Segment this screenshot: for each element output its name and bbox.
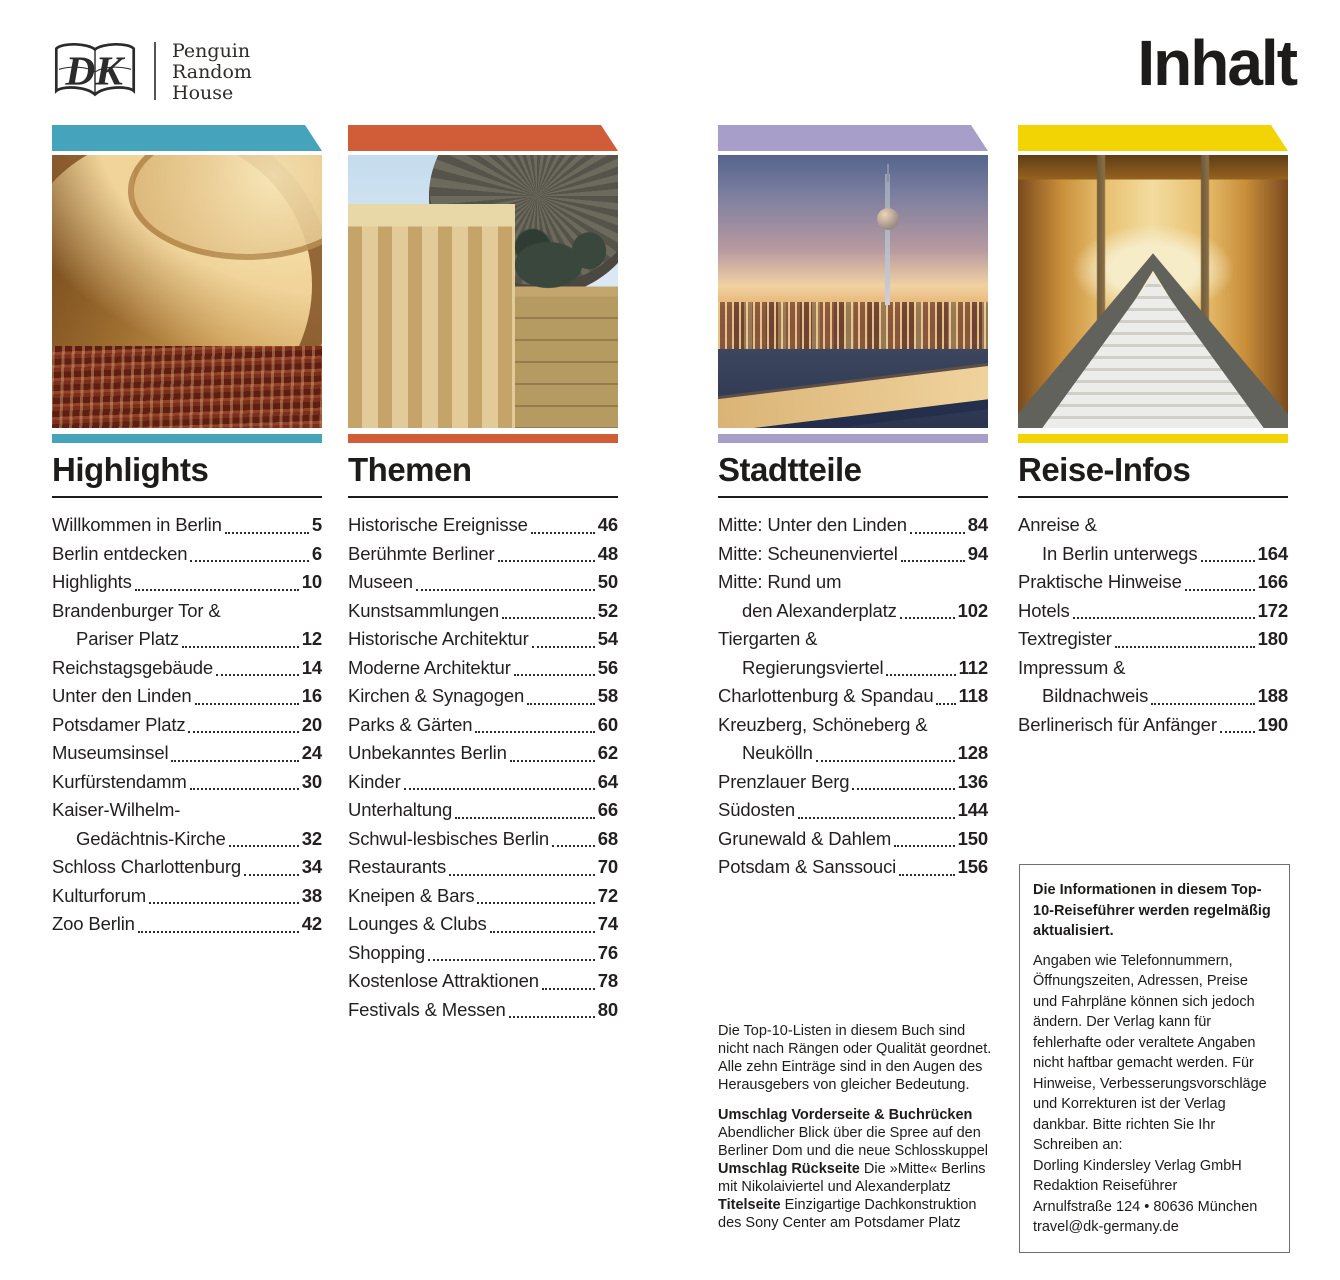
photo-decoration: [510, 226, 618, 428]
cover-credit-label: Umschlag Rückseite: [718, 1161, 860, 1177]
toc-entry-label: Willkommen in Berlin: [52, 514, 222, 535]
toc-entry-label: Berlinerisch für Anfänger: [1018, 713, 1217, 735]
toc-entry-label: Tiergarten &: [718, 628, 818, 649]
toc-entry: [52, 768, 322, 797]
dot-leader: [1115, 646, 1255, 648]
toc-list: [1018, 511, 1288, 739]
dot-leader: [1073, 617, 1255, 619]
dot-leader: [509, 1016, 595, 1018]
toc-entry: [348, 568, 618, 597]
page-number: 118: [958, 685, 988, 706]
page-number: 66: [597, 799, 618, 820]
toc-entry: [718, 825, 988, 854]
dot-leader: [510, 760, 595, 762]
page-number: 68: [597, 827, 618, 849]
toc-entry-label: Unter den Linden: [52, 685, 192, 706]
dot-leader: [428, 959, 595, 961]
page-number: 136: [957, 770, 988, 792]
page-number: 180: [1257, 628, 1288, 649]
toc-entry-label: Mitte: Scheunenviertel: [718, 542, 898, 564]
page-number: 34: [301, 856, 322, 877]
page-number: 5: [311, 514, 322, 535]
title-rule: [1018, 496, 1288, 498]
info-box: [1019, 864, 1290, 1253]
page-number: 52: [597, 599, 618, 621]
dot-leader: [188, 731, 298, 733]
cover-credit-label: Titelseite: [718, 1197, 781, 1213]
toc-entry: [348, 540, 618, 569]
toc-entry-label: Textregister: [1018, 628, 1112, 649]
dot-leader: [449, 874, 595, 876]
page-number: 76: [597, 941, 618, 963]
page-number: 6: [311, 542, 322, 564]
column-title: Stadtteile: [718, 451, 862, 488]
toc-entry: [718, 540, 988, 569]
column-tab: [1018, 125, 1288, 151]
toc-entry: [52, 739, 322, 768]
page-number: 102: [957, 599, 988, 621]
page-number: 64: [597, 770, 618, 792]
toc-entry: [348, 625, 618, 654]
page-number: 48: [597, 542, 618, 564]
dot-leader: [900, 617, 955, 619]
toc-list: [348, 511, 618, 1024]
toc-entry-label: Brandenburger Tor &: [52, 599, 221, 621]
toc-entry-label: Zoo Berlin: [52, 913, 135, 934]
toc-entry: [348, 796, 618, 825]
toc-entry: [52, 711, 322, 740]
page-number: 46: [597, 514, 618, 535]
page-number: 50: [597, 571, 618, 592]
toc-entry: [52, 910, 322, 939]
page-number: 20: [301, 713, 322, 735]
toc-entry: [348, 739, 618, 768]
page-number: 112: [958, 656, 988, 678]
toc-entry-label: Reichstagsgebäude: [52, 656, 213, 678]
dot-leader: [936, 703, 955, 705]
toc-entry: [1018, 654, 1288, 711]
page-number: 32: [301, 827, 322, 849]
dot-leader: [899, 874, 954, 876]
dot-leader: [490, 931, 595, 933]
column-title: Highlights: [52, 451, 209, 488]
toc-entry-label: Historische Architektur: [348, 628, 529, 649]
column-tab: [52, 125, 322, 151]
dot-leader: [229, 845, 299, 847]
toc-entry-label: Museen: [348, 571, 413, 592]
toc-entry: [52, 654, 322, 683]
toc-entry-label: Charlottenburg & Spandau: [718, 685, 934, 706]
toc-entry: [718, 568, 988, 625]
dot-leader: [498, 560, 595, 562]
dot-leader: [1220, 731, 1255, 733]
info-box-body: Angaben wie Telefonnummern, Öffnungszeiten, Adressen, Preise und Fahrpläne können sich jedoch ändern. Der Verlag kann für fehlerhafte oder veraltete Angaben nicht haftbar gemacht werden. Für Hinweise, Verbesserungsvorschläge und Korrekturen ist der Verlag dankbar. Bitte richten Sie Ihr Schreiben an:: [1033, 952, 1267, 1153]
toc-entry: [348, 711, 618, 740]
page-number: 144: [957, 799, 988, 820]
toc-entry-label: In Berlin unterwegs: [1042, 542, 1198, 564]
toc-entry-label: Potsdam & Sanssouci: [718, 856, 897, 877]
toc-column-highlights: [52, 125, 322, 939]
toc-entry-label: Kneipen & Bars: [348, 884, 475, 906]
logo-divider: [154, 42, 156, 100]
toc-entry: [52, 540, 322, 569]
page-number: 42: [301, 913, 322, 934]
toc-entry-label: Gedächtnis-Kirche: [76, 827, 226, 849]
dot-leader: [542, 988, 595, 990]
toc-entry: [52, 796, 322, 853]
toc-entry-label: Schwul-lesbisches Berlin: [348, 827, 550, 849]
page-number: 190: [1257, 713, 1288, 735]
toc-entry: [1018, 568, 1288, 597]
toc-entry: [348, 910, 618, 939]
dot-leader: [531, 532, 595, 534]
toc-entry: [348, 768, 618, 797]
page-number: 128: [957, 742, 988, 763]
page-number: 166: [1257, 571, 1288, 592]
page-number: 94: [967, 542, 988, 564]
toc-entry-label: Restaurants: [348, 856, 447, 877]
dot-leader: [138, 931, 299, 933]
toc-entry: [348, 682, 618, 711]
page-number: 62: [597, 742, 618, 763]
toc-entry: [348, 853, 618, 882]
dot-leader: [225, 532, 309, 534]
toc-entry-label: Shopping: [348, 941, 425, 963]
page-number: 74: [597, 913, 618, 934]
toc-entry-label: Berühmte Berliner: [348, 542, 495, 564]
toc-column-stadtteile: [718, 125, 988, 882]
page-number: 30: [301, 770, 322, 792]
dot-leader: [901, 560, 965, 562]
info-box-lead: Die Informationen in diesem Top-10-Reiseführer werden regelmäßig aktualisiert.: [1033, 882, 1271, 939]
top10-note-text: Die Top-10-Listen in diesem Buch sind nicht nach Rängen oder Qualität geordnet. Alle zehn Einträge sind in den Augen des Herausgebers von gleicher Bedeutung.: [718, 1023, 992, 1093]
toc-entry: [348, 597, 618, 626]
toc-entry: [718, 711, 988, 768]
dot-leader: [190, 788, 299, 790]
toc-entry-label: Schloss Charlottenburg: [52, 856, 241, 877]
toc-entry-label: Highlights: [52, 571, 132, 592]
dot-leader: [475, 731, 594, 733]
toc-entry: [348, 882, 618, 911]
dot-leader: [1151, 703, 1254, 705]
accent-bar: [348, 434, 618, 443]
page-number: 14: [301, 656, 322, 678]
toc-entry-label: Kinder: [348, 770, 401, 792]
toc-entry-label: Unbekanntes Berlin: [348, 742, 507, 763]
dot-leader: [171, 760, 298, 762]
dot-leader: [182, 646, 299, 648]
dot-leader: [216, 674, 299, 676]
dot-leader: [798, 817, 955, 819]
toc-entry-label: Museumsinsel: [52, 742, 169, 763]
dot-leader: [190, 560, 308, 562]
toc-entry-label: den Alexanderplatz: [742, 599, 897, 621]
photo-decoration: [885, 174, 890, 305]
toc-entry: [348, 939, 618, 968]
title-rule: [52, 496, 322, 498]
dk-open-book-icon: [50, 40, 140, 104]
column-tab: [348, 125, 618, 151]
dot-leader: [195, 703, 299, 705]
toc-entry-label: Historische Ereignisse: [348, 514, 528, 535]
toc-entry: [718, 796, 988, 825]
toc-entry-label: Kaiser-Wilhelm-: [52, 799, 181, 820]
page-number: 58: [597, 685, 618, 706]
page-number: 72: [597, 884, 618, 906]
page-number: 56: [597, 656, 618, 678]
page-number: 150: [957, 827, 988, 849]
toc-entry: [718, 682, 988, 711]
toc-entry: [52, 597, 322, 654]
toc-entry: [718, 511, 988, 540]
address-line: Redaktion Reiseführer: [1033, 1178, 1178, 1194]
page-number: 54: [597, 628, 618, 649]
dot-leader: [852, 788, 954, 790]
dot-leader: [1185, 589, 1255, 591]
toc-entry-label: Berlin entdecken: [52, 542, 188, 564]
toc-entry: [1018, 625, 1288, 654]
page-number: 16: [301, 685, 322, 706]
toc-entry-label: Kreuzberg, Schöneberg &: [718, 713, 928, 735]
page-number: 164: [1257, 542, 1288, 564]
dot-leader: [910, 532, 965, 534]
cover-credits: Umschlag Vorderseite & Buchrücken Abendlicher Blick über die Spree auf den Berliner Dom und die neue Schlosskuppel Umschlag Rückseite Die »Mitte« Berlins mit Nikolaiviertel und Alexanderplatz Titelseite Einzigartige Dachkonstruktion des Sony Center am Potsdamer Platz: [718, 1107, 989, 1231]
toc-entry-label: Anreise &: [1018, 514, 1097, 535]
toc-entry-label: Mitte: Unter den Linden: [718, 514, 907, 535]
dot-leader: [244, 874, 299, 876]
toc-column-reise-infos: [1018, 125, 1288, 739]
dot-leader: [149, 902, 299, 904]
toc-entry: [718, 853, 988, 882]
address-line: travel@dk-germany.de: [1033, 1219, 1179, 1235]
dot-leader: [532, 646, 595, 648]
toc-entry-label: Lounges & Clubs: [348, 913, 487, 934]
page-number: 172: [1257, 599, 1288, 621]
address-line: Arnulfstraße 124 • 80636 München: [1033, 1198, 1258, 1215]
page-number: 10: [301, 571, 322, 592]
dot-leader: [527, 703, 595, 705]
toc-entry: [52, 882, 322, 911]
toc-entry: [348, 967, 618, 996]
column-tab: [718, 125, 988, 151]
dot-leader: [477, 902, 594, 904]
dot-leader: [552, 845, 595, 847]
title-rule: [718, 496, 988, 498]
accent-bar: [718, 434, 988, 443]
toc-entry-label: Regierungsviertel: [742, 656, 884, 678]
toc-entry: [348, 996, 618, 1025]
dot-leader: [894, 845, 954, 847]
dk-monogram: DK: [65, 47, 123, 94]
toc-entry-label: Pariser Platz: [76, 628, 179, 649]
publisher-line: Penguin: [172, 40, 251, 62]
toc-entry: [718, 768, 988, 797]
photo-decoration: [1018, 155, 1288, 428]
page-number: 12: [301, 628, 322, 649]
publisher-name: [172, 40, 252, 104]
toc-entry-label: Festivals & Messen: [348, 998, 506, 1020]
hauptbahnhof-escalators-photo: [1018, 155, 1288, 428]
title-rule: [348, 496, 618, 498]
toc-entry-label: Hotels: [1018, 599, 1070, 621]
dot-leader: [1201, 560, 1255, 562]
toc-entry: [52, 568, 322, 597]
dot-leader: [416, 589, 595, 591]
toc-entry: [1018, 597, 1288, 626]
toc-entry-label: Prenzlauer Berg: [718, 770, 850, 792]
cover-credit-label: Umschlag Vorderseite & Buchrücken: [718, 1107, 973, 1123]
photo-decoration: [128, 155, 322, 260]
toc-entry-label: Impressum &: [1018, 656, 1126, 678]
column-title: Themen: [348, 451, 472, 488]
address-line: Dorling Kindersley Verlag GmbH: [1033, 1157, 1242, 1174]
toc-entry-label: Moderne Architektur: [348, 656, 511, 678]
toc-entry-label: Unterhaltung: [348, 799, 453, 820]
toc-entry-label: Kurfürstendamm: [52, 770, 187, 792]
dot-leader: [404, 788, 595, 790]
page-number: 60: [597, 713, 618, 735]
accent-bar: [52, 434, 322, 443]
page-title: Inhalt: [1137, 27, 1296, 99]
toc-entry: [348, 825, 618, 854]
toc-entry-label: Südosten: [718, 799, 795, 820]
toc-column-themen: [348, 125, 618, 1024]
toc-entry: [348, 654, 618, 683]
toc-list: [52, 511, 322, 939]
dot-leader: [816, 760, 955, 762]
toc-entry: [718, 625, 988, 682]
page-number: 156: [957, 856, 988, 877]
berlin-skyline-fernsehturm-photo: [718, 155, 988, 428]
publisher-line: Random: [172, 61, 252, 83]
toc-entry-label: Potsdamer Platz: [52, 713, 186, 735]
page-number: 80: [597, 998, 618, 1020]
toc-entry-label: Kostenlose Attraktionen: [348, 970, 539, 991]
column-title: Reise-Infos: [1018, 451, 1191, 488]
dot-leader: [514, 674, 595, 676]
toc-entry-label: Kunstsammlungen: [348, 599, 499, 621]
toc-entry: [348, 511, 618, 540]
toc-entry-label: Parks & Gärten: [348, 713, 473, 735]
page-number: 188: [1257, 685, 1288, 706]
toc-entry-label: Kulturforum: [52, 884, 146, 906]
toc-entry: [1018, 511, 1288, 568]
dot-leader: [455, 817, 595, 819]
page-number: 70: [597, 856, 618, 877]
dot-leader: [502, 617, 595, 619]
top10-note: [718, 1022, 994, 1244]
toc-entry-label: Grunewald & Dahlem: [718, 827, 892, 849]
dot-leader: [886, 674, 955, 676]
page-number: 38: [301, 884, 322, 906]
dot-leader: [135, 589, 299, 591]
toc-entry-label: Praktische Hinweise: [1018, 571, 1182, 592]
page-number: 24: [301, 742, 322, 763]
toc-entry-label: Neukölln: [742, 742, 813, 763]
page-number: 84: [967, 514, 988, 535]
toc-entry-label: Kirchen & Synagogen: [348, 685, 525, 706]
info-box-address: [1033, 1156, 1276, 1238]
toc-entry: [52, 682, 322, 711]
toc-entry-label: Mitte: Rund um: [718, 571, 842, 592]
toc-entry: [52, 511, 322, 540]
accent-bar: [1018, 434, 1288, 443]
dk-prh-logo: [50, 40, 252, 104]
toc-entry-label: Bildnachweis: [1042, 685, 1149, 706]
konzerthaus-lion-statue-photo: [348, 155, 618, 428]
page-number: 78: [597, 970, 618, 991]
publisher-line: House: [172, 82, 234, 104]
opera-house-interior-photo: [52, 155, 322, 428]
toc-entry: [1018, 711, 1288, 740]
toc-list: [718, 511, 988, 882]
toc-entry: [52, 853, 322, 882]
